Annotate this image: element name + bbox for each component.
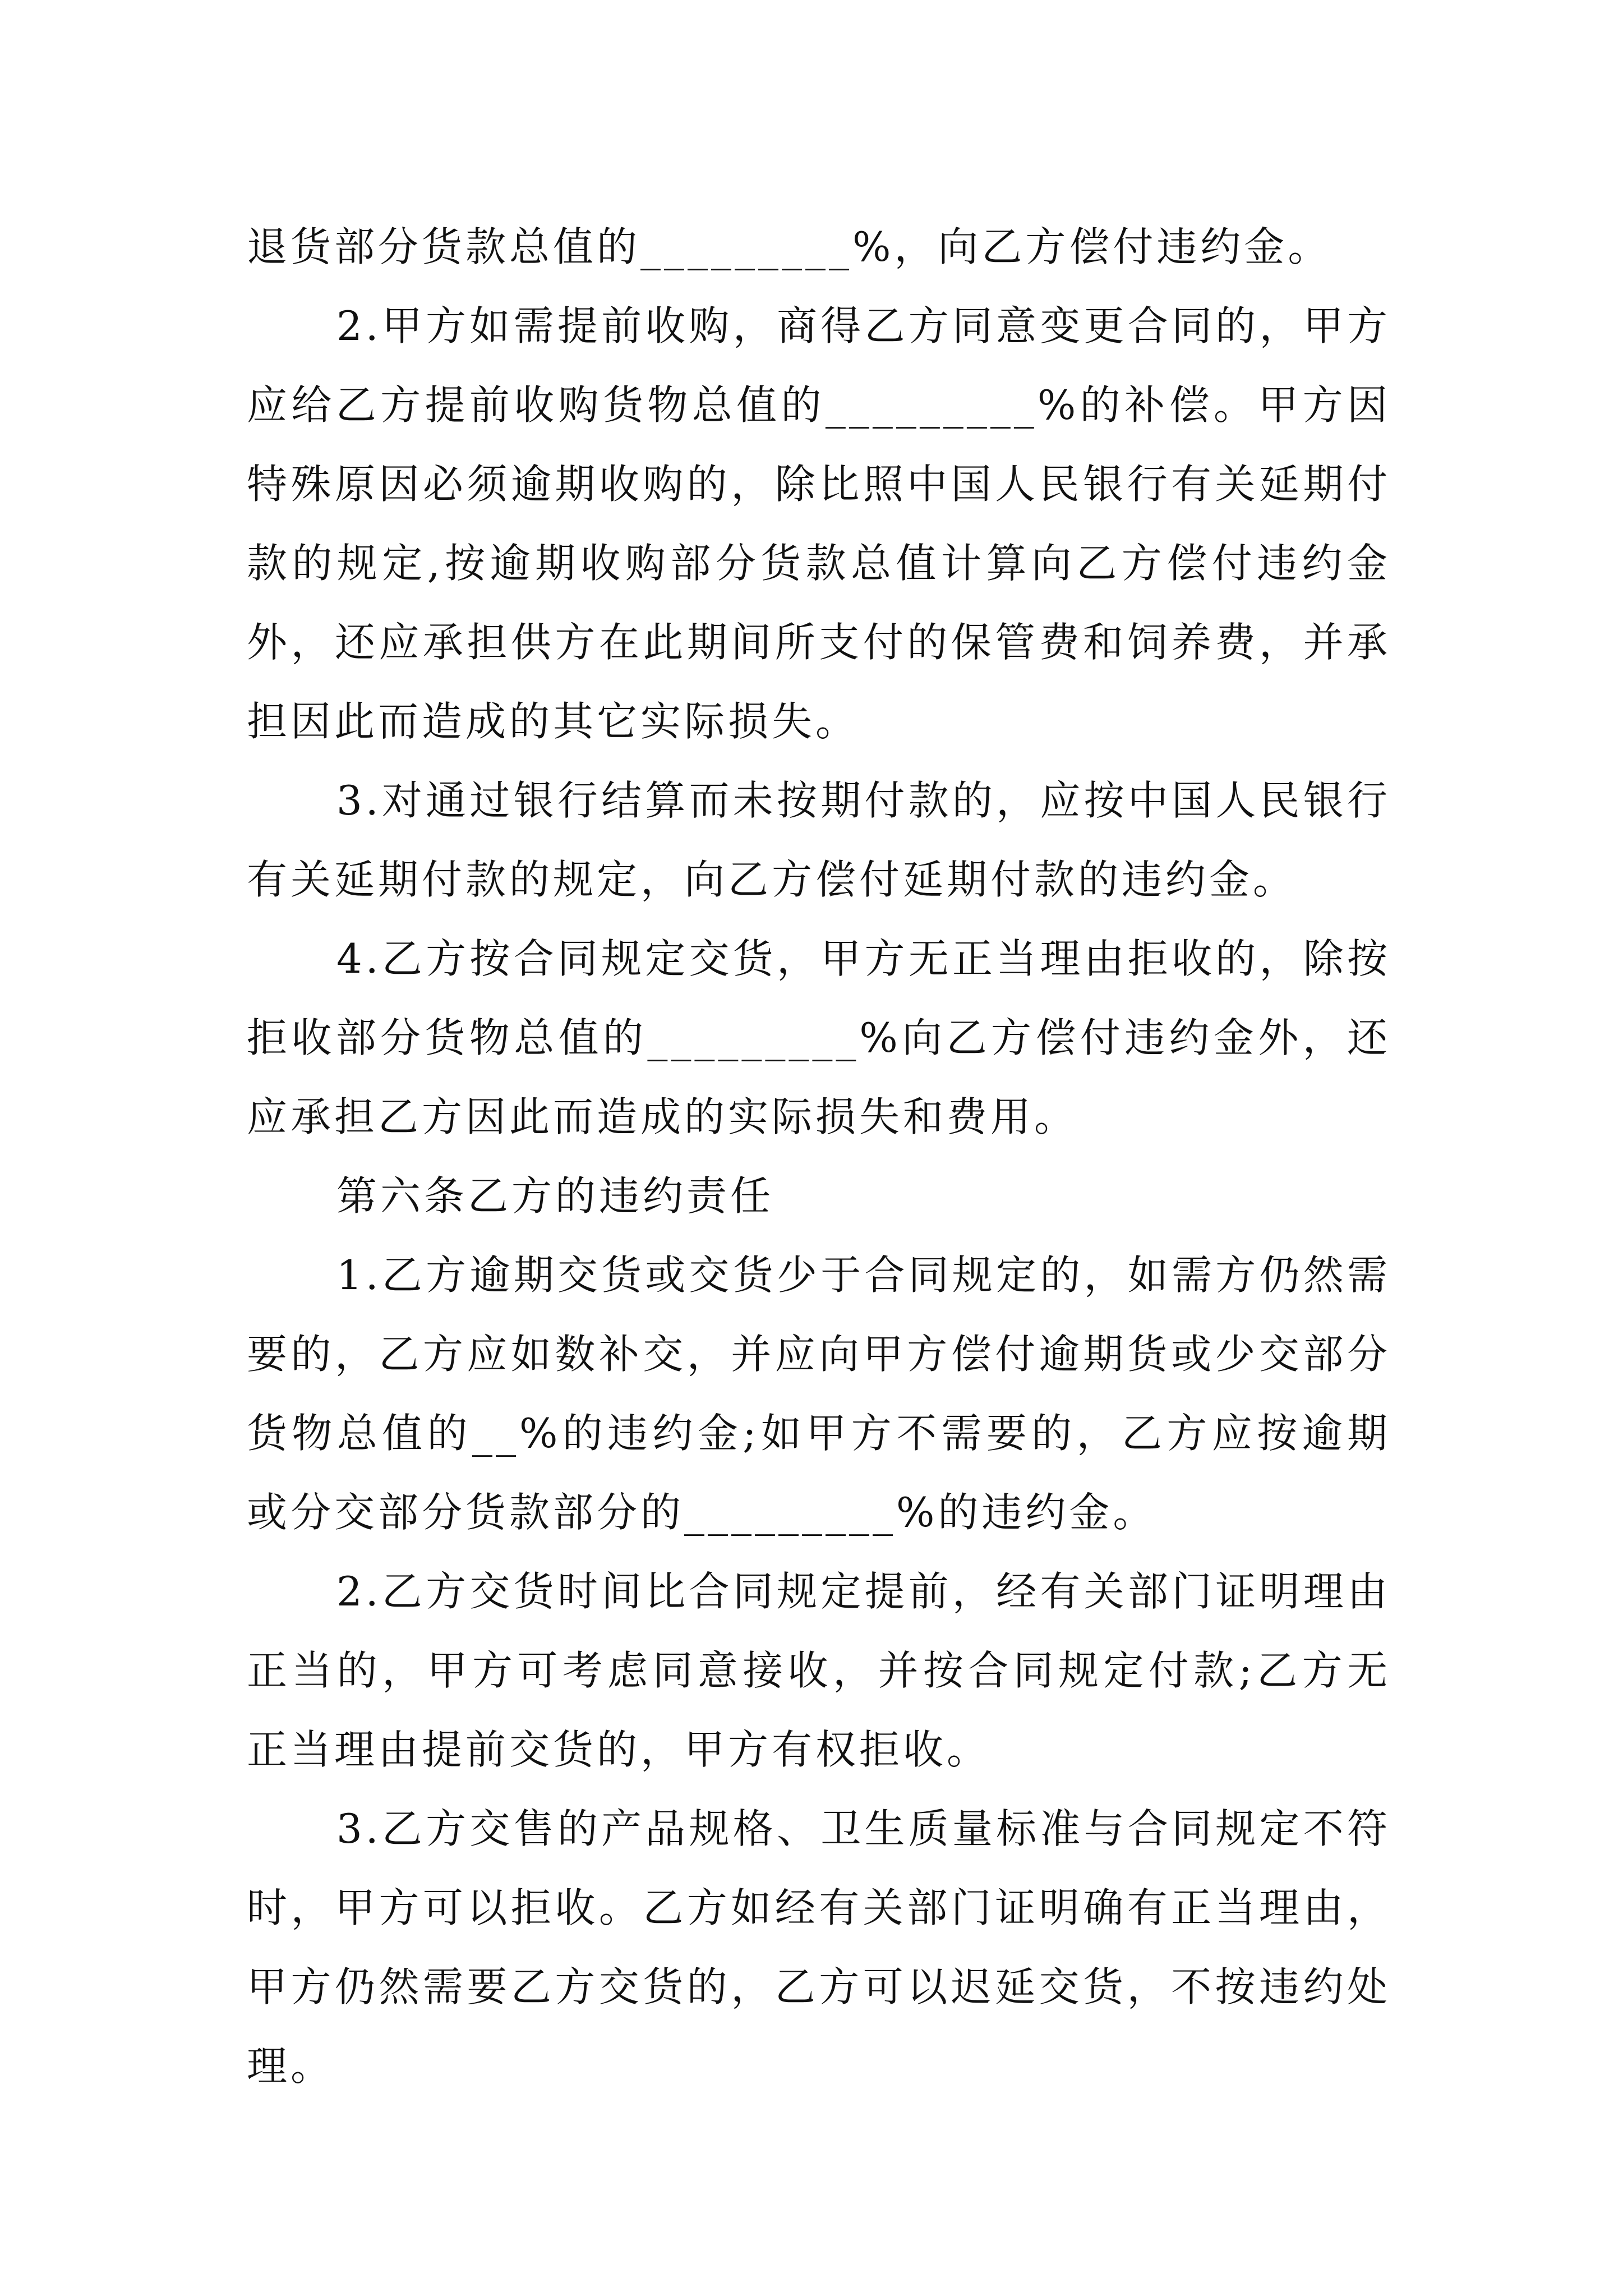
document-body — [247, 208, 1391, 2106]
paragraph-clause-6-3: 3.乙方交售的产品规格、卫生质量标准与合同规定不符时，甲方可以拒收。乙方如经有关部门证明确有正当理由，甲方仍然需要乙方交货的，乙方可以迟延交货，不按违约处理。 — [247, 1805, 1391, 2090]
section-heading-article-6: 第六条乙方的违约责任 — [336, 1172, 774, 1220]
paragraph-clause-5-3: 3.对通过银行结算而未按期付款的，应按中国人民银行有关延期付款的规定，向乙方偿付延期付款的违约金。 — [247, 777, 1391, 903]
paragraph-clause-5-4: 4.乙方按合同规定交货，甲方无正当理由拒收的，除按拒收部分货物总值的_________%向乙方偿付违约金外，还应承担乙方因此而造成的实际损失和费用。 — [247, 935, 1391, 1140]
paragraph-clause-6-2: 2.乙方交货时间比合同规定提前，经有关部门证明理由正当的，甲方可考虑同意接收，并按合同规定付款;乙方无正当理由提前交货的，甲方有权拒收。 — [247, 1568, 1391, 1773]
paragraph-clause-6-1: 1.乙方逾期交货或交货少于合同规定的，如需方仍然需要的，乙方应如数补交，并应向甲方偿付逾期货或少交部分货物总值的__%的违约金;如甲方不需要的，乙方应按逾期或分交部分货款部分的_________%的违约金。 — [247, 1251, 1391, 1536]
paragraph-continuation: 退货部分货款总值的_________%，向乙方偿付违约金。 — [247, 223, 1332, 270]
paragraph-clause-5-2: 2.甲方如需提前收购，商得乙方同意变更合同的，甲方应给乙方提前收购货物总值的_________%的补偿。甲方因特殊原因必须逾期收购的，除比照中国人民银行有关延期付款的规定,按逾期收购部分货款总值计算向乙方偿付违约金外，还应承担供方在此期间所支付的保管费和饲养费，并承担因此而造成的其它实际损失。 — [247, 302, 1391, 745]
